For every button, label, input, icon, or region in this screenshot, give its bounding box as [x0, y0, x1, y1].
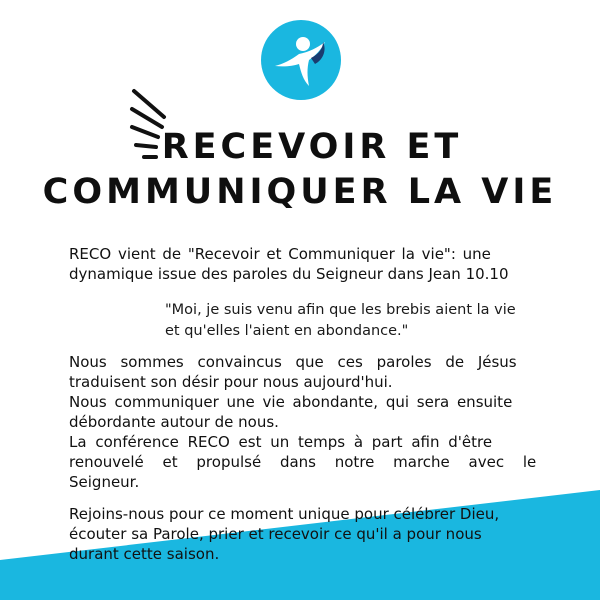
page-title-line-1: RECEVOIR ET: [161, 127, 463, 167]
body-line: renouvelé et propulsé dans notre marche avec le: [69, 453, 537, 471]
closing-paragraph: [69, 504, 553, 564]
intro-paragraph: [69, 244, 553, 284]
closing-line: écouter sa Parole, prier et recevoir ce qu'il a pour nous: [69, 525, 482, 543]
closing-line: durant cette saison.: [69, 545, 220, 563]
scripture-quote: [165, 300, 553, 342]
body-line: La conférence RECO est un temps à part afin d'être: [69, 433, 493, 451]
page-title-line-2: COMMUNIQUER LA VIE: [42, 172, 558, 212]
body-line: Nous communiquer une vie abondante, qui sera ensuite: [69, 393, 513, 411]
quote-line: et qu'elles l'aient en abondance.": [165, 323, 409, 339]
body-line: débordante autour de nous.: [69, 413, 279, 431]
body-line: Seigneur.: [69, 473, 140, 491]
body-line: traduisent son désir pour nous aujourd'hui.: [69, 373, 393, 391]
intro-line: dynamique issue des paroles du Seigneur dans Jean 10.10: [69, 265, 509, 283]
closing-line: Rejoins-nous pour ce moment unique pour célébrer Dieu,: [69, 505, 500, 523]
body-paragraph: [69, 352, 553, 492]
reco-figure-logo-icon: [261, 20, 341, 100]
intro-line: RECO vient de "Recevoir et Communiquer la vie": une: [69, 245, 491, 263]
quote-line: "Moi, je suis venu afin que les brebis aient la vie: [165, 302, 516, 318]
body-line: Nous sommes convaincus que ces paroles de Jésus: [69, 353, 517, 371]
